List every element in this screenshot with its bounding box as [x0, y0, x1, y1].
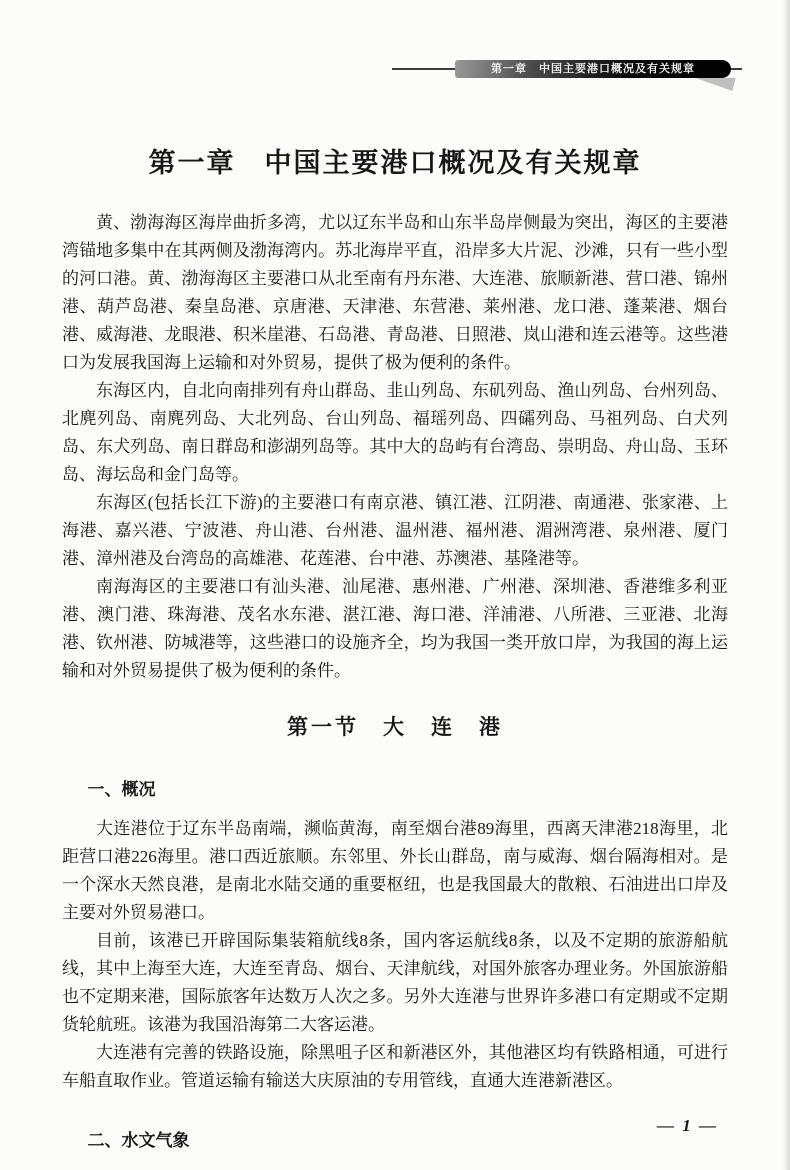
running-header: [0, 52, 790, 92]
chapter-title: 第一章 中国主要港口概况及有关规章: [148, 148, 642, 178]
overview-heading: 一、概况: [87, 780, 156, 799]
overview-paragraph-1: 大连港位于辽东半岛南端，濒临黄海，南至烟台港89海里，西离天津港218海里，北距营口港226海里。港口西近旅顺。东邻里、外长山群岛，南与威海、烟台隔海相对。是一个深水天然良港，是南北水陆交通的重要枢纽，也是我国最大的散粮、石油进出口岸及主要对外贸易港口。: [62, 819, 728, 922]
intro-paragraph-2: 东海区内，自北向南排列有舟山群岛、韭山列岛、东矶列岛、渔山列岛、台州列岛、北麂列岛、南麂列岛、大北列岛、台山列岛、福瑶列岛、四礵列岛、马祖列岛、白犬列岛、东犬列岛、南日群岛和澎湖列岛等。其中大的岛屿有台湾岛、崇明岛、舟山岛、玉环岛、海坛岛和金门岛等。: [62, 381, 728, 484]
overview-subsection: [62, 778, 728, 1095]
intro-paragraph-4: 南海海区的主要港口有汕头港、汕尾港、惠州港、广州港、深圳港、香港维多利亚港、澳门港、珠海港、茂名水东港、湛江港、海口港、洋浦港、八所港、三亚港、北海港、钦州港、防城港等，这些港口的设施齐全，均为我国一类开放口岸，为我国的海上运输和对外贸易提供了极为便利的条件。: [62, 577, 728, 680]
page-number: — 1 —: [657, 1116, 718, 1135]
page-content: [0, 146, 790, 1170]
page-curl-icon: [692, 78, 735, 91]
overview-paragraph-3: 大连港有完善的铁路设施，除黑咀子区和新港区外，其他港区均有铁路相通，可进行车船直取作业。管道运输有输送大庆原油的专用管线，直通大连港新港区。: [62, 1043, 728, 1090]
tide-paragraph: [62, 1166, 728, 1170]
running-title: 第一章 中国主要港口概况及有关规章: [491, 63, 695, 75]
intro-paragraph-3: 东海区(包括长江下游)的主要港口有南京港、镇江港、江阴港、南通港、张家港、上海港、嘉兴港、宁波港、舟山港、台州港、温州港、福州港、湄洲湾港、泉州港、厦门港、漳州港及台湾岛的高雄港、花莲港、台中港、苏澳港、基隆港等。: [62, 493, 728, 568]
chapter-intro: [62, 209, 728, 685]
section-title: 第一节 大 连 港: [287, 716, 503, 739]
overview-paragraph-2: 目前，该港已开辟国际集装箱航线8条，国内客运航线8条，以及不定期的旅游船航线，其中上海至大连，大连至青岛、烟台、天津航线，对国外旅客办理业务。外国旅游船也不定期来港，国际旅客年达数万人次之多。另外大连港与世界许多港口有定期或不定期货轮航班。该港为我国沿海第二大客运港。: [62, 931, 728, 1034]
hydrology-subsection: [62, 1129, 728, 1170]
running-title-banner: [455, 60, 731, 78]
page-edge-shadow: [783, 0, 790, 1170]
intro-paragraph-1: 黄、渤海海区海岸曲折多湾，尤以辽东半岛和山东半岛岸侧最为突出，海区的主要港湾锚地多集中在其两侧及渤海湾内。苏北海岸平直，沿岸多大片泥、沙滩，只有一些小型的河口港。黄、渤海海区主要港口从北至南有丹东港、大连港、旅顺新港、营口港、锦州港、葫芦岛港、秦皇岛港、京唐港、天津港、东营港、莱州港、龙口港、蓬莱港、烟台港、威海港、龙眼港、积米崖港、石岛港、青岛港、日照港、岚山港和连云港等。这些港口为发展我国海上运输和对外贸易，提供了极为便利的条件。: [62, 213, 728, 372]
hydrology-heading: 二、水文气象: [87, 1131, 190, 1150]
